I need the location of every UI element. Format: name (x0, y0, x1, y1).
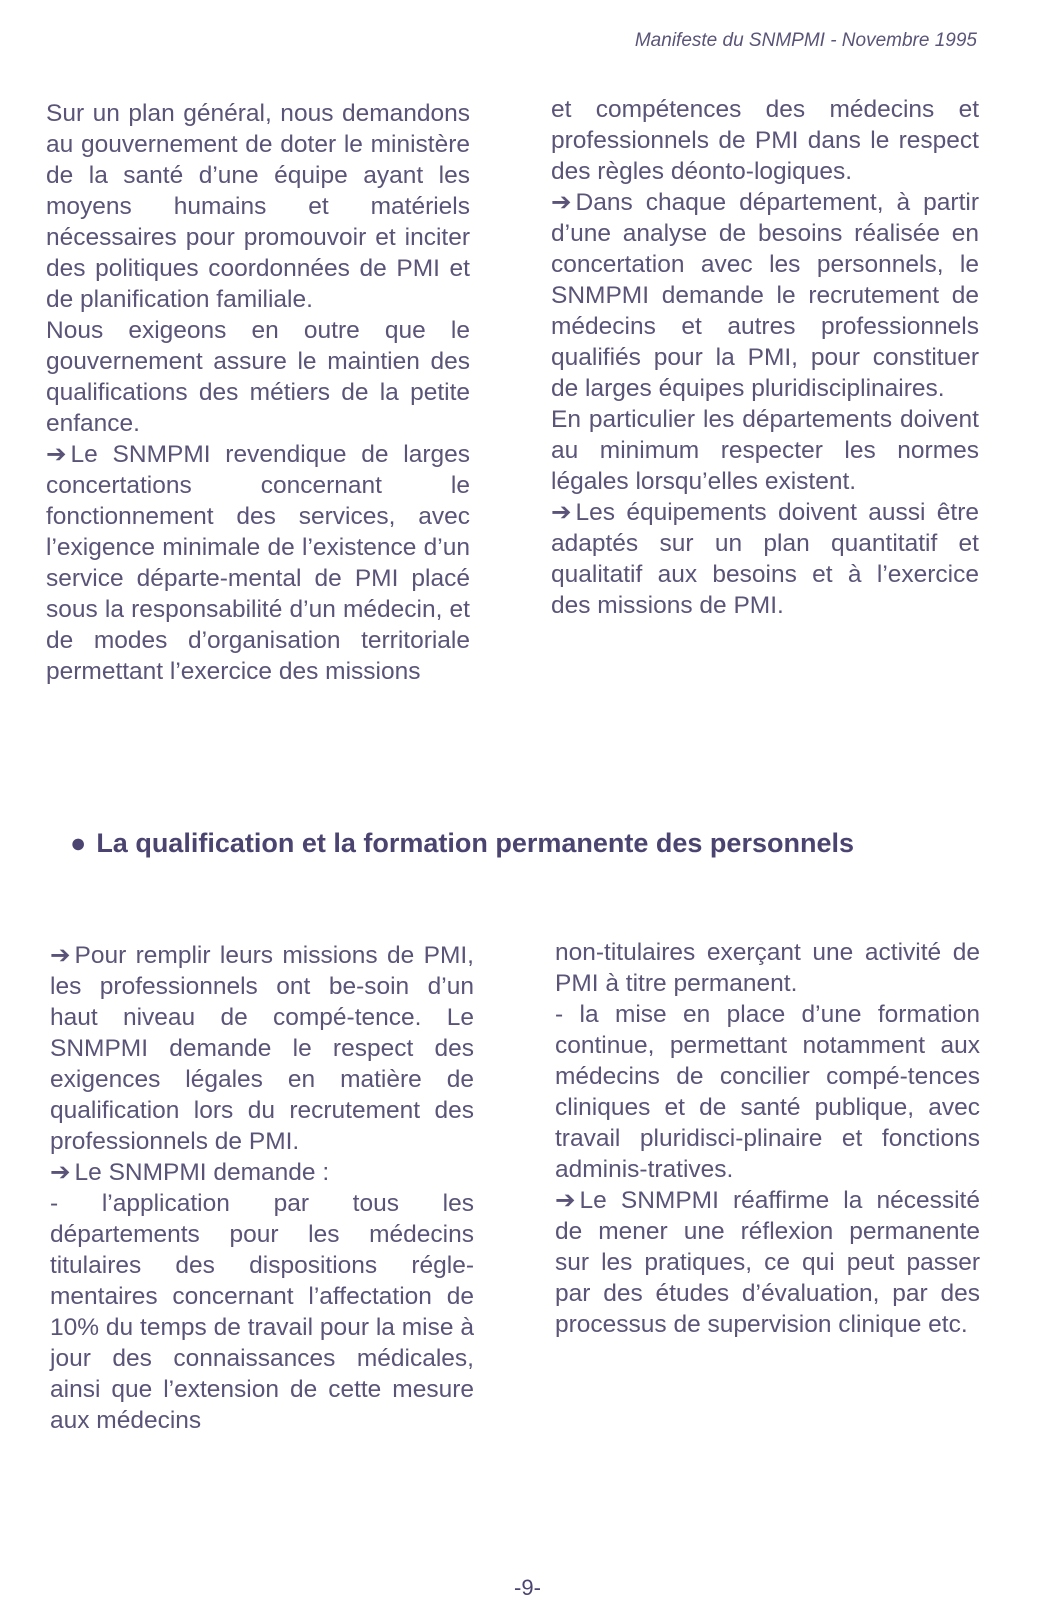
page-number: -9- (514, 1575, 541, 1600)
bullet-icon: ● (70, 828, 87, 858)
paragraph: - la mise en place d’une formation continue, permettant notamment aux médecins de concilier compé-tences cliniques et de santé publique, avec travail pluridisci-plinaire et fonctions adminis-tratives. (555, 1001, 980, 1183)
paragraph (50, 1157, 474, 1188)
paragraph-text: Le SNMPMI demande : (74, 1159, 330, 1186)
paragraph-text: Le SNMPMI revendique de larges concertations concernant le fonctionnement des services, avec l’exigence minimale de l’existence d’un service départe-mental de PMI placé sous la responsabilité d’un médecin, et de modes d’organisation territoriale permettant l’exercice des missions (46, 441, 470, 685)
paragraph-text: Le SNMPMI réaffirme la nécessité de mener une réflexion permanente sur les pratiques, ce qui peut passer par des études d’évaluation, par des processus de supervision clinique etc. (555, 1187, 980, 1338)
arrow-icon: ➔ (50, 1159, 71, 1186)
arrow-icon: ➔ (551, 499, 572, 526)
column-4 (555, 937, 980, 1340)
column-1 (46, 98, 470, 687)
paragraph: - l’application par tous les départements pour les médecins titulaires des dispositions régle-mentaires concernant l’affectation de 10% du temps de travail pour la mise à jour des connaissances médicales, ainsi que l’extension de cette mesure aux médecins (50, 1190, 474, 1434)
column-2 (551, 94, 979, 621)
arrow-icon: ➔ (555, 1187, 576, 1214)
paragraph (551, 187, 979, 404)
paragraph: Nous exigeons en outre que le gouvernement assure le maintien des qualifications des métiers de la petite enfance. (46, 317, 470, 437)
running-header: Manifeste du SNMPMI - Novembre 1995 (634, 30, 977, 51)
arrow-icon: ➔ (551, 189, 572, 216)
section-heading (70, 828, 990, 859)
paragraph: non-titulaires exerçant une activité de PMI à titre permanent. (555, 939, 980, 997)
paragraph: et compétences des médecins et professionnels de PMI dans le respect des règles déonto-logiques. (551, 96, 979, 185)
column-3 (50, 940, 474, 1436)
paragraph: En particulier les départements doivent au minimum respecter les normes légales lorsqu’elles existent. (551, 406, 979, 495)
paragraph (46, 439, 470, 687)
paragraph-text: Dans chaque département, à partir d’une analyse de besoins réalisée en concertation avec les personnels, le SNMPMI demande le recrutement de médecins et autres professionnels qualifiés pour la PMI, pour constituer de larges équipes pluridisciplinaires. (551, 189, 979, 402)
paragraph-text: Les équipements doivent aussi être adaptés sur un plan quantitatif et qualitatif aux besoins et à l’exercice des missions de PMI. (551, 499, 979, 619)
paragraph-text: Pour remplir leurs missions de PMI, les professionnels ont be-soin d’un haut niveau de compé-tence. Le SNMPMI demande le respect des exigences légales en matière de qualification lors du recrutement des professionnels de PMI. (50, 942, 474, 1155)
paragraph (551, 497, 979, 621)
section-heading-text: La qualification et la formation permanente des personnels (96, 828, 854, 858)
paragraph: Sur un plan général, nous demandons au gouvernement de doter le ministère de la santé d’une équipe ayant les moyens humains et matériels nécessaires pour promouvoir et inciter des politiques coordonnées de PMI et de planification familiale. (46, 100, 470, 313)
paragraph (50, 940, 474, 1157)
arrow-icon: ➔ (50, 942, 71, 969)
paragraph (555, 1185, 980, 1340)
arrow-icon: ➔ (46, 441, 67, 468)
